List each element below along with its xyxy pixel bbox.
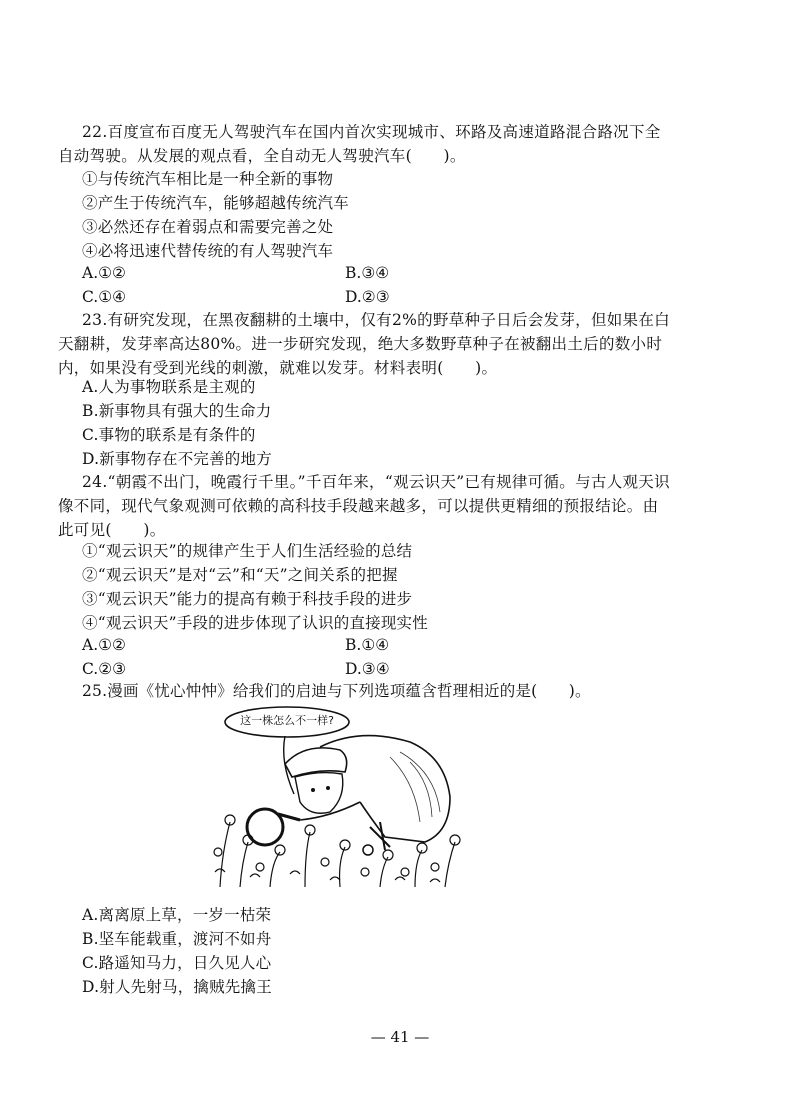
q23-stem: 23.有研究发现，在黑夜翻耕的土壤中，仅有2%的野草种子日后会发芽，但如果在白天翻耕，发芽率高达80%。进一步研究发现，绝大多数野草种子在被翻出土后的数小时内，如果没有受到光线的刺激，就难以发芽。材料表明( )。 bbox=[58, 311, 670, 377]
q24-stem: 24.“朝霞不出门，晚霞行千里。”千百年来，“观云识天”已有规律可循。与古人观天识像不同，现代气象观测可依赖的高科技手段越来越多，可以提供更精细的预报结论。由此可见( )。 bbox=[58, 473, 670, 539]
q22-item-2: ②产生于传统汽车，能够超越传统汽车 bbox=[82, 194, 349, 212]
q22-item-1: ①与传统汽车相比是一种全新的事物 bbox=[82, 170, 334, 188]
q23-option-d: D.新事物存在不完善的地方 bbox=[82, 450, 272, 468]
q22-item-4: ④必将迅速代替传统的有人驾驶汽车 bbox=[82, 242, 334, 260]
q22-item-3: ③必然还存在着弱点和需要完善之处 bbox=[82, 218, 334, 236]
page-number: — 41 — bbox=[370, 1028, 430, 1046]
q24-item-4: ④“观云识天”手段的进步体现了认识的直接现实性 bbox=[82, 614, 428, 632]
q23-option-b: B.新事物具有强大的生命力 bbox=[82, 402, 272, 420]
q23-option-a: A.人为事物联系是主观的 bbox=[82, 378, 256, 396]
q23-option-c: C.事物的联系是有条件的 bbox=[82, 426, 256, 444]
q22-option-d: D.②③ bbox=[345, 288, 390, 306]
q24-option-d: D.③④ bbox=[345, 660, 390, 678]
cartoon-speech-text: 这一株怎么不一样? bbox=[240, 714, 334, 727]
q22-option-c: C.①④ bbox=[82, 288, 127, 306]
q24-item-3: ③“观云识天”能力的提高有赖于科技手段的进步 bbox=[82, 590, 413, 608]
man-eye-2 bbox=[326, 786, 330, 790]
scissors-handle bbox=[363, 845, 373, 855]
q24-item-1: ①“观云识天”的规律产生于人们生活经验的总结 bbox=[82, 542, 413, 560]
q25-option-d: D.射人先射马，擒贼先擒王 bbox=[82, 978, 272, 996]
q25-stem: 25.漫画《忧心忡忡》给我们的启迪与下列选项蕴含哲理相近的是( )。 bbox=[82, 682, 591, 700]
q24-item-2: ②“观云识天”是对“云”和“天”之间关系的把握 bbox=[82, 566, 398, 584]
q25-option-c: C.路遥知马力，日久见人心 bbox=[82, 954, 272, 972]
man-eye bbox=[311, 788, 315, 792]
q22-stem: 22.百度宣布百度无人驾驶汽车在国内首次实现城市、环路及高速道路混合路况下全自动驾驶。从发展的观点看，全自动无人驾驶汽车( )。 bbox=[58, 123, 661, 165]
q24-option-c: C.②③ bbox=[82, 660, 127, 678]
q22-option-a: A.①② bbox=[82, 264, 126, 282]
q25-option-b: B.坚车能载重，渡河不如舟 bbox=[82, 930, 272, 948]
man-face bbox=[295, 773, 343, 814]
q25-option-a: A.离离原上草，一岁一枯荣 bbox=[82, 906, 272, 924]
q24-option-a: A.①② bbox=[82, 636, 126, 654]
q24-option-b: B.①④ bbox=[345, 636, 390, 654]
q22-option-b: B.③④ bbox=[345, 264, 390, 282]
